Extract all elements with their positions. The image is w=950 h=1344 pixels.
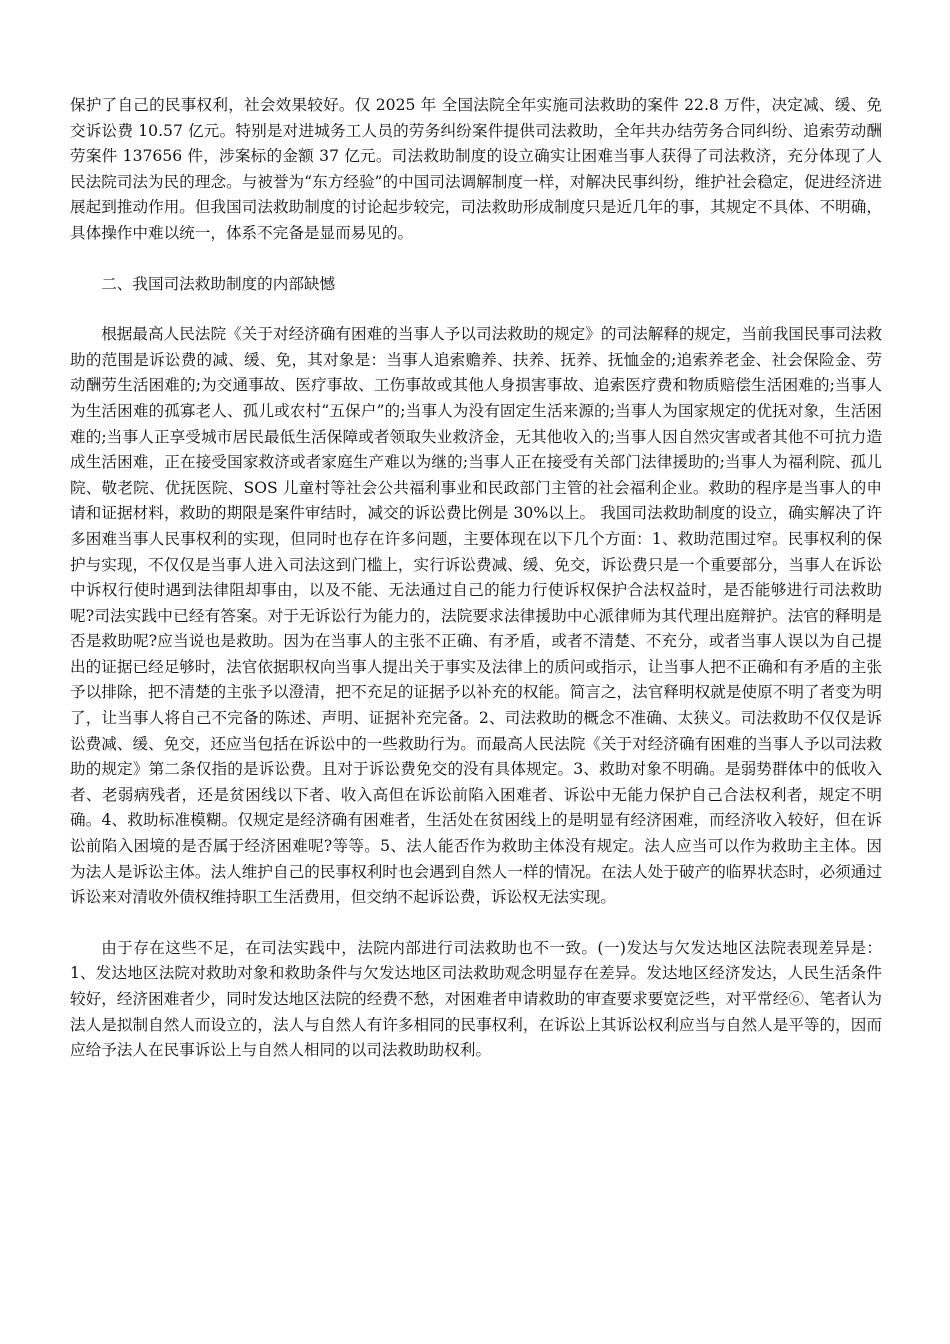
document-page bbox=[70, 93, 882, 1064]
paragraph-regional-differences: 由于存在这些不足，在司法实践中，法院内部进行司法救助也不一致。(一)发达与欠发达地区法院表现差异是：1、发达地区法院对救助对象和救助条件与欠发达地区司法救助观念明显存在差异。发达地区经济发达，人民生活条件较好，经济困难者少，同时发达地区法院的经费不愁，对困难者申请救助的审查要求要宽泛些，对平常经⑥、笔者认为法人是拟制自然人而设立的，法人与自然人有许多相同的民事权利，在诉讼上其诉讼权利应当与自然人是平等的，因而应给予法人在民事诉讼上与自然人相同的以司法救助助权利。 bbox=[70, 938, 882, 1060]
paragraph-judicial-aid-results: 保护了自己的民事权利，社会效果较好。仅 2025 年 全国法院全年实施司法救助的案件 22.8 万件，决定减、缓、免交诉讼费 10.57 亿元。特别是对进城务工人员的劳务纠纷案件提供司法救助，全年共办结劳务合同纠纷、追索劳动酬劳案件 137656 件，涉案标的金额 37 亿元。司法救助制度的设立确实让困难当事人获得了司法救济，充分体现了人民法院司法为民的理念。与被誉为“东方经验”的中国司法调解制度一样，对解决民事纠纷，维护社会稳定，促进经济进展起到推动作用。但我国司法救助制度的讨论起步较完，司法救助形成制度只是近几年的事，其规定不具体、不明确，具体操作中难以统一，体系不完备是显而易见的。 bbox=[70, 96, 882, 242]
paragraph-aid-scope-issues: 根据最高人民法院《关于对经济确有困难的当事人予以司法救助的规定》的司法解释的规定，当前我国民事司法救助的范围是诉讼费的减、缓、免，其对象是：当事人追索赡养、扶养、抚养、抚恤金的;追索养老金、社会保险金、劳动酬劳生活困难的;为交通事故、医疗事故、工伤事故或其他人身损害事故、追索医疗费和物质赔偿生活困难的;当事人为生活困难的孤寡老人、孤儿或农村“五保户”的;当事人为没有固定生活来源的;当事人为国家规定的优抚对象，生活困难的;当事人正享受城市居民最低生活保障或者领取失业救济金，无其他收入的;当事人因自然灾害或者其他不可抗力造成生活困难，正在接受国家救济或者家庭生产难以为继的;当事人正在接受有关部门法律援助的;当事人为福利院、孤儿院、敬老院、优抚医院、SOS 儿童村等社会公共福利事业和民政部门主管的社会福利企业。救助的程序是当事人的申请和证据材料，救助的期限是案件审结时，减交的诉讼费比例是 30%以上。 我国司法救助制度的设立，确实解决了许多困难当事人民事权利的实现，但同时也存在许多问题，主要体现在以下几个方面：1、救助范围过窄。民事权利的保护与实现，不仅仅是当事人进入司法这到门槛上，实行诉讼费减、缓、免交，诉讼费只是一个重要部分，当事人在诉讼中诉权行使时遇到法律阻却事由，以及不能、无法通过自己的能力行使诉权保护合法权益时，是否能够进行司法救助呢?司法实践中已经有答案。对于无诉讼行为能力的，法院要求法律援助中心派律师为其代理出庭辩护。法官的释明是否是救助呢?应当说也是救助。因为在当事人的主张不正确、有矛盾，或者不清楚、不充分，或者当事人误以为自己提出的证据已经足够时，法官依据职权向当事人提出关于事实及法律上的质问或指示，让当事人把不正确和有矛盾的主张予以排除，把不清楚的主张予以澄清，把不充足的证据予以补充的权能。简言之，法官释明权就是使原不明了者变为明了，让当事人将自己不完备的陈述、声明、证据补充完备。2、司法救助的概念不准确、太狭义。司法救助不仅仅是诉讼费减、缓、免交，还应当包括在诉讼中的一些救助行为。而最高人民法院《关于对经济确有困难的当事人予以司法救助的规定》第二条仅指的是诉讼费。且对于诉讼费免交的没有具体规定。3、救助对象不明确。是弱势群体中的低收入者、老弱病残者，还是贫困线以下者、收入高但在诉讼前陷入困难者、诉讼中无能力保护自己合法权利者，规定不明确。4、救助标准模糊。仅规定是经济确有困难者，生活处在贫困线上的是明显有经济困难，而经济收入较好，但在诉讼前陷入困境的是否属于经济困难呢?等等。5、法人能否作为救助主体没有规定。法人应当可以作为救助主主体。因为法人是诉讼主体。法人维护自己的民事权利时也会遇到自然人一样的情况。在法人处于破产的临界状态时，必须通过诉讼来对清收外债权维持职工生活费用，但交纳不起诉讼费，诉讼权无法实现。 bbox=[70, 325, 882, 907]
section-heading: 二、我国司法救助制度的内部缺憾 bbox=[101, 274, 336, 293]
